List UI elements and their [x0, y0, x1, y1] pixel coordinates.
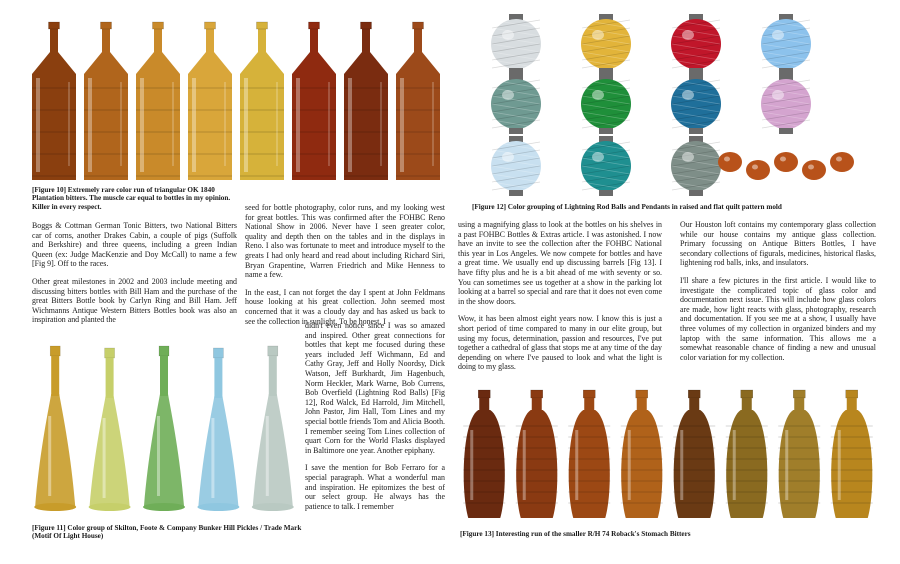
column-2-text-bottom: [305, 321, 445, 519]
figure-10-photo: [28, 14, 444, 184]
plantation-bitters-bottle: [188, 22, 232, 180]
col2-paragraph-2: In the east, I can not forget the day I spent at John Feldmans house looking at his great collection. John seemed most concerned that it was a cloudy day and has asked us back to see the collection in sunlight. To be honest, I: [245, 287, 445, 326]
lightning-rod-ball: [581, 14, 631, 74]
roback-barrel-bottle: [621, 390, 663, 518]
pickle-bottle: [34, 346, 76, 511]
col2-paragraph-4: I save the mention for Bob Ferraro for a special paragraph. What a wonderful man and inspiration. He epitomizes the best of our select group. He always has the patience to talk. I remember: [305, 463, 445, 511]
lightning-rod-ball: [491, 74, 541, 134]
plantation-bitters-bottle: [84, 22, 128, 180]
column-4-text: [680, 220, 876, 370]
col3-paragraph-2: Wow, it has been almost eight years now. I know this is just a short period of time compared to many in our elite group, but using my focus, determination, passion and resources, I've put together a cathedral of glass that stops me at any time of the day depending on where I've paused to look and what the light is doing to my glass.: [458, 314, 662, 372]
pickle-bottle: [252, 346, 294, 511]
roback-barrel-bottle: [673, 390, 715, 518]
pickle-bottle: [197, 348, 239, 511]
figure-10-caption: [Figure 10] Extremely rare color run of triangular OK 1840 Plantation bitters. The muscle car equal to bottles in my opinion. Killer in every respect.: [32, 186, 231, 211]
column-1-text: [32, 221, 237, 333]
plantation-bitters-bottle: [32, 22, 76, 180]
pickle-bottle: [143, 346, 185, 511]
plantation-bitters-bottle: [136, 22, 180, 180]
roback-barrel-bottle: [778, 390, 820, 518]
lightning-rod-ball: [491, 14, 541, 74]
figure-12-caption: [Figure 12] Color grouping of Lightning Rod Balls and Pendants in raised and flat quilt pattern mold: [472, 203, 782, 211]
figure-13-photo: [458, 386, 878, 526]
plantation-bitters-bottle: [396, 22, 440, 180]
col1-paragraph-2: Other great milestones in 2002 and 2003 include meeting and discussing bitters bottles with Bill Ham and the purchase of the great Bitters Bottle book by Carlyn Ring and Bill Ham. Jeff Wichmanns Antique Western Bitters Bottles book was also an inspiration and planted the: [32, 276, 237, 325]
col2-paragraph-1: seed for bottle photography, color runs, and my looking west for great bottles. This was confirmed after the FOHBC Reno National Show in 2006. Never have I seen greater color, quality and depth then on the tables and in the displays in Reno. I also was fortunate to meet and introduce myself to the greats I had only heard and read about including Richard Siri, Bryan Grapentine, Warren Friedrich and Mike Henness to name a few.: [245, 203, 445, 280]
column-2-text-top: [245, 203, 445, 326]
plantation-bitters-bottle: [344, 22, 388, 180]
plantation-bitters-bottle: [292, 22, 336, 180]
column-3-text: [458, 220, 662, 380]
roback-barrel-bottle: [726, 390, 768, 518]
figure-11-photo: [28, 340, 300, 516]
plantation-bitters-bottle: [240, 22, 284, 180]
lightning-rod-ball: [671, 136, 721, 196]
lightning-rod-ball: [761, 14, 811, 74]
roback-barrel-bottle: [568, 390, 610, 518]
col3-paragraph-1: using a magnifying glass to look at the bottles on his shelves in a past FOHBC Bottles & Extras article. I was astonished. I now have an invite to see the collection after the FOHBC National this year in Los Angeles. We now compete for bottles and have a great time. We usually end up discussing barrels [Fig 13]. I have fifty plus and he is a bit ahead of me with seventy or so. You can sometimes see us together at a show in the parking lot looking at a barrel so special and rare that it does not even come in the show doors.: [458, 220, 662, 306]
figure-12-photo: [468, 14, 888, 198]
pickle-bottle: [89, 348, 131, 511]
lightning-rod-ball: [671, 14, 721, 74]
roback-barrel-bottle: [831, 390, 873, 518]
col2-paragraph-3: didn't even notice since I was so amazed and inspired. Other great connections for bottles that kept me focused during these years included Jeff Wichmann, Ed and Cathy Gray, Jeff and Holly Noordsy, Dick Watson, Jeff Burkhardt, Jim Hagenbuch, Norm Heckler, Mark Warne, Bob Currens, Bob Overfield (Lightning Rod Balls) [Fig 12], Rod Walck, Ed Harrold, Jim Mitchell, John Pastor, Jim Hall, Tom Lines and my special bottle friends Tom and Alicia Booth. I remember seeing Tom Lines collection of quart Corn for the World Flasks displayed in Baltimore one year. Another epiphany.: [305, 321, 445, 455]
lightning-rod-ball: [671, 74, 721, 134]
col1-paragraph-1: Boggs & Cottman German Tonic Bitters, two National Bitters car of corns, another Drakes Cabin, a couple of pigs (Suffolk and Berkshire) and three queens, including a green Indian Queen (ex: Judge MacKenzie and Doy McCall) to name a few [Fig 9]. Off to the races.: [32, 221, 237, 269]
roback-barrel-bottle: [463, 390, 505, 518]
lightning-rod-pendant-group: [718, 152, 854, 180]
lightning-rod-ball: [491, 136, 541, 196]
lightning-rod-ball: [581, 136, 631, 196]
lightning-rod-ball: [761, 74, 811, 134]
col4-paragraph-2: I'll share a few pictures in the first article. I would like to investigate the complicated topic of glass color and documentation next issue. This will include how glass colors are made, how light reacts with glass, photography, research and documentation. If you see me at a show, I usually have three volumes of my collection in organized binders and my laptop with the same information. This allows me a somewhat reasonable chance of finding a new and unusual color variation for my collection.: [680, 275, 876, 362]
lightning-rod-ball: [581, 74, 631, 134]
roback-barrel-bottle: [516, 390, 558, 518]
col4-paragraph-1: Our Houston loft contains my contemporary glass collection while our house contains my antique glass collection. Primary focussing on Antique Bitters Bottles, I have secondary collections of figurals, medicines, historical flasks, lightening rod balls, inks, and insulators.: [680, 220, 876, 268]
figure-13-caption: [Figure 13] Interesting run of the smaller R/H 74 Roback's Stomach Bitters: [460, 530, 691, 538]
figure-11-caption: [Figure 11] Color group of Skilton, Foote & Company Bunker Hill Pickles / Trade Mark (Motif Of Light House): [32, 524, 302, 541]
